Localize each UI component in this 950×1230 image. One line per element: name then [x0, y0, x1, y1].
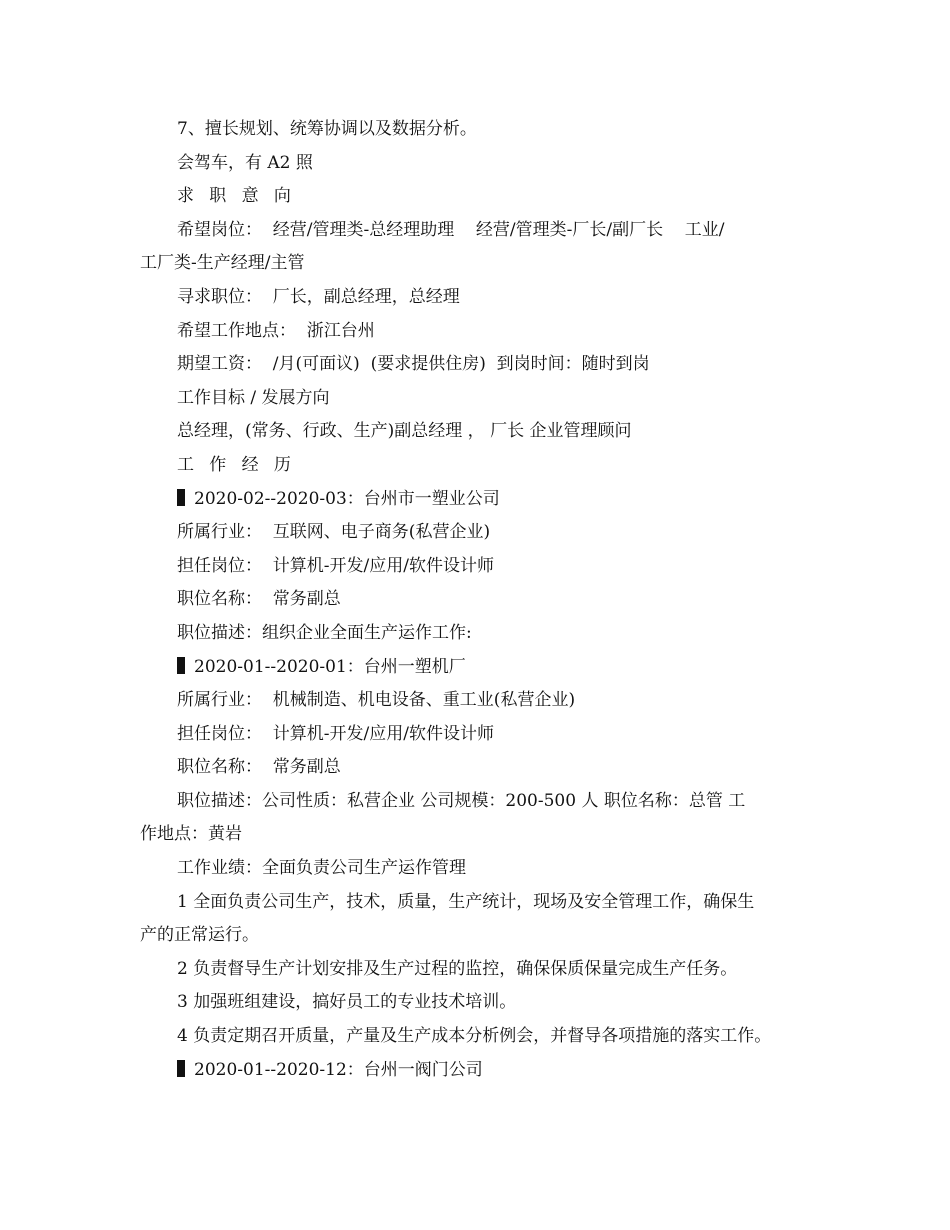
skill-item-7: 7、擅长规划、统筹协调以及数据分析。 [177, 119, 477, 139]
job-2-achievements-heading: 工作业绩：全面负责公司生产运作管理 [177, 858, 466, 879]
job-1-title: 职位名称： 常务副总 [177, 589, 341, 610]
job-1-description: 职位描述：组织企业全面生产运作工作: [177, 622, 472, 643]
career-goal-heading: 工作目标 / 发展方向 [177, 387, 330, 408]
section-heading-work-experience: 工作经历 [177, 454, 307, 475]
bullet-marker [177, 489, 185, 506]
desired-location-line: 希望工作地点： 浙江台州 [177, 320, 375, 341]
job-2-description: 职位描述：公司性质：私营企业 公司规模：200-500 人 职位名称：总管 工 [177, 790, 746, 811]
bullet-marker [177, 657, 185, 674]
achievement-item-3: 3 加强班组建设，搞好员工的专业技术培训。 [177, 992, 517, 1013]
driving-license-line: 会驾车，有 A2 照 [177, 152, 313, 173]
achievement-item-1: 1 全面负责公司生产，技术，质量，生产统计，现场及安全管理工作，确保生 [177, 891, 755, 912]
desired-positions-line: 希望岗位： 经营/管理类-总经理助理 经营/管理类-厂长/副厂长 工业/ [177, 219, 725, 240]
section-heading-job-intention: 求职意向 [177, 186, 307, 207]
job-1-post: 担任岗位： 计算机-开发/应用/软件设计师 [177, 555, 495, 576]
job-2-title: 职位名称： 常务副总 [177, 757, 341, 778]
bullet-marker [177, 1060, 185, 1077]
job-2-industry: 所属行业： 机械制造、机电设备、重工业(私营企业) [177, 690, 576, 711]
job-entry-1-title: 2020-02--2020-03：台州市一塑业公司 [194, 488, 500, 509]
career-goal-line: 总经理，(常务、行政、生产)副总经理 ， 厂长 企业管理顾问 [177, 421, 632, 442]
desired-positions-continuation: 工厂类-生产经理/主管 [140, 253, 305, 274]
job-2-description-continuation: 作地点：黄岩 [140, 824, 242, 845]
job-entry-3-title: 2020-01--2020-12：台州一阀门公司 [194, 1059, 483, 1080]
achievement-item-4: 4 负责定期召开质量，产量及生产成本分析例会，并督导各项措施的落实工作。 [177, 1026, 772, 1047]
job-2-post: 担任岗位： 计算机-开发/应用/软件设计师 [177, 723, 495, 744]
job-entry-2-header [140, 651, 816, 685]
job-1-industry: 所属行业： 互联网、电子商务(私营企业) [177, 522, 491, 543]
resume-body [140, 113, 816, 1087]
achievement-item-1-continuation: 产的正常运行。 [140, 925, 259, 946]
achievement-item-2: 2 负责督导生产计划安排及生产过程的监控，确保保质保量完成生产任务。 [177, 958, 738, 979]
job-entry-1-header [140, 483, 816, 517]
job-entry-3-header [140, 1054, 816, 1088]
expected-salary-line: 期望工资： /月(可面议) (要求提供住房) 到岗时间：随时到岗 [177, 354, 650, 375]
sought-position-line: 寻求职位： 厂长，副总经理，总经理 [177, 286, 460, 307]
job-entry-2-title: 2020-01--2020-01：台州一塑机厂 [194, 656, 466, 677]
